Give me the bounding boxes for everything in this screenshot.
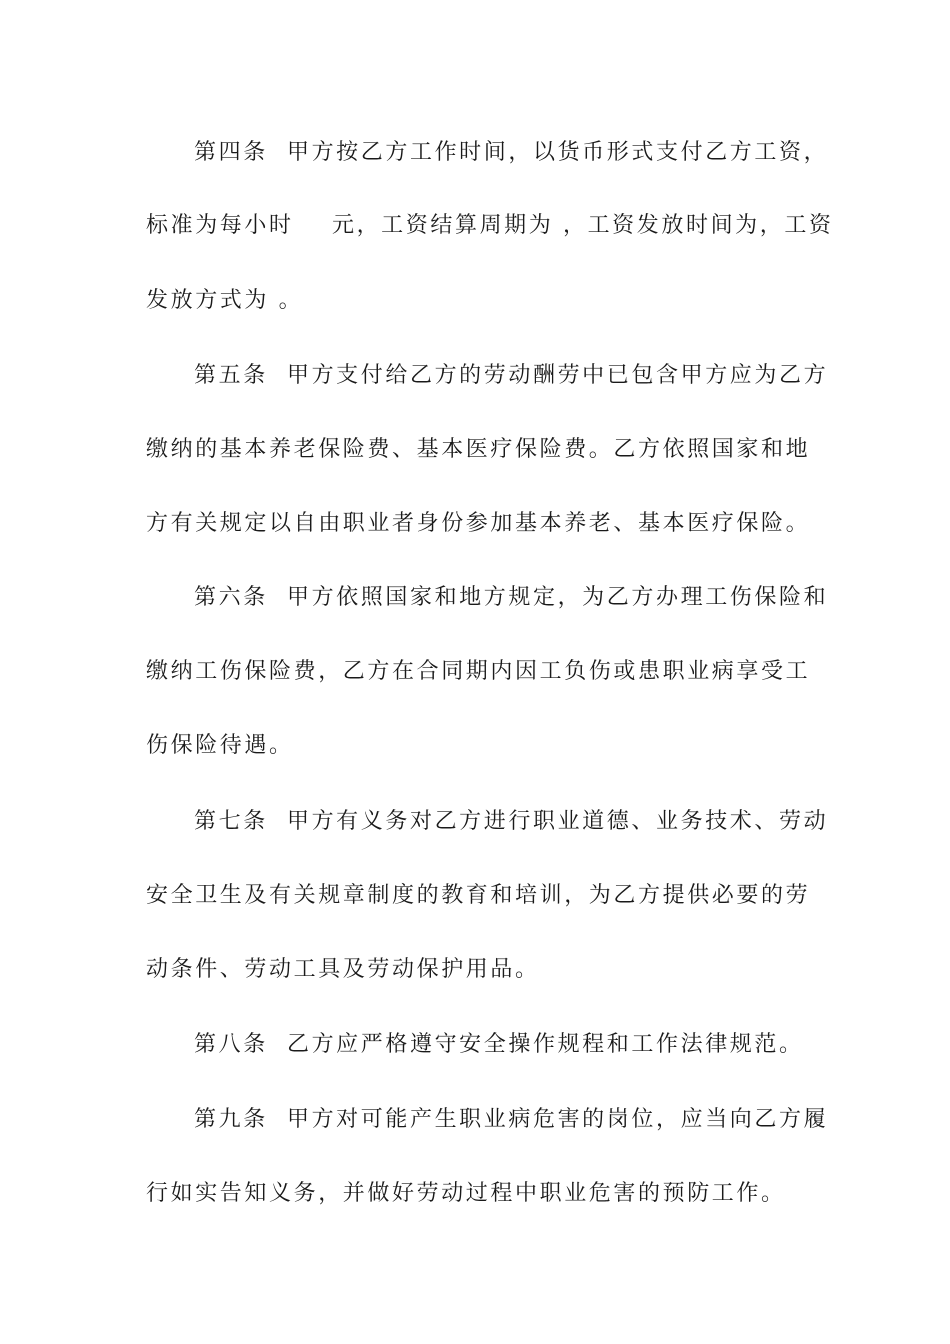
article-9-line-2: 行如实告知义务，并做好劳动过程中职业危害的预防工作。 [146,1181,786,1206]
article-5-line-3: 方有关规定以自由职业者身份参加基本养老、基本医疗保险。 [146,511,811,536]
article-6-line-1: 第六条 甲方依照国家和地方规定，为乙方办理工伤保险和 [194,585,829,610]
article-4-line-1: 第四条 甲方按乙方工作时间，以货币形式支付乙方工资， [194,140,829,165]
article-4-line-3: 发放方式为 。 [146,288,304,313]
article-5-line-2: 缴纳的基本养老保险费、基本医疗保险费。乙方依照国家和地 [146,437,811,462]
article-4-line-2: 标准为每小时 元，工资结算周期为 ，工资发放时间为，工资 [146,213,834,238]
article-7-line-1: 第七条 甲方有义务对乙方进行职业道德、业务技术、劳动 [194,809,829,834]
article-7-line-2: 安全卫生及有关规章制度的教育和培训，为乙方提供必要的劳 [146,883,811,908]
article-8-line-1: 第八条 乙方应严格遵守安全操作规程和工作法律规范。 [194,1032,804,1057]
article-7-line-3: 动条件、劳动工具及劳动保护用品。 [146,957,540,982]
article-5-line-1: 第五条 甲方支付给乙方的劳动酬劳中已包含甲方应为乙方 [194,363,829,388]
article-6-line-3: 伤保险待遇。 [146,733,294,758]
article-6-line-2: 缴纳工伤保险费，乙方在合同期内因工负伤或患职业病享受工 [146,659,811,684]
article-9-line-1: 第九条 甲方对可能产生职业病危害的岗位，应当向乙方履 [194,1107,829,1132]
